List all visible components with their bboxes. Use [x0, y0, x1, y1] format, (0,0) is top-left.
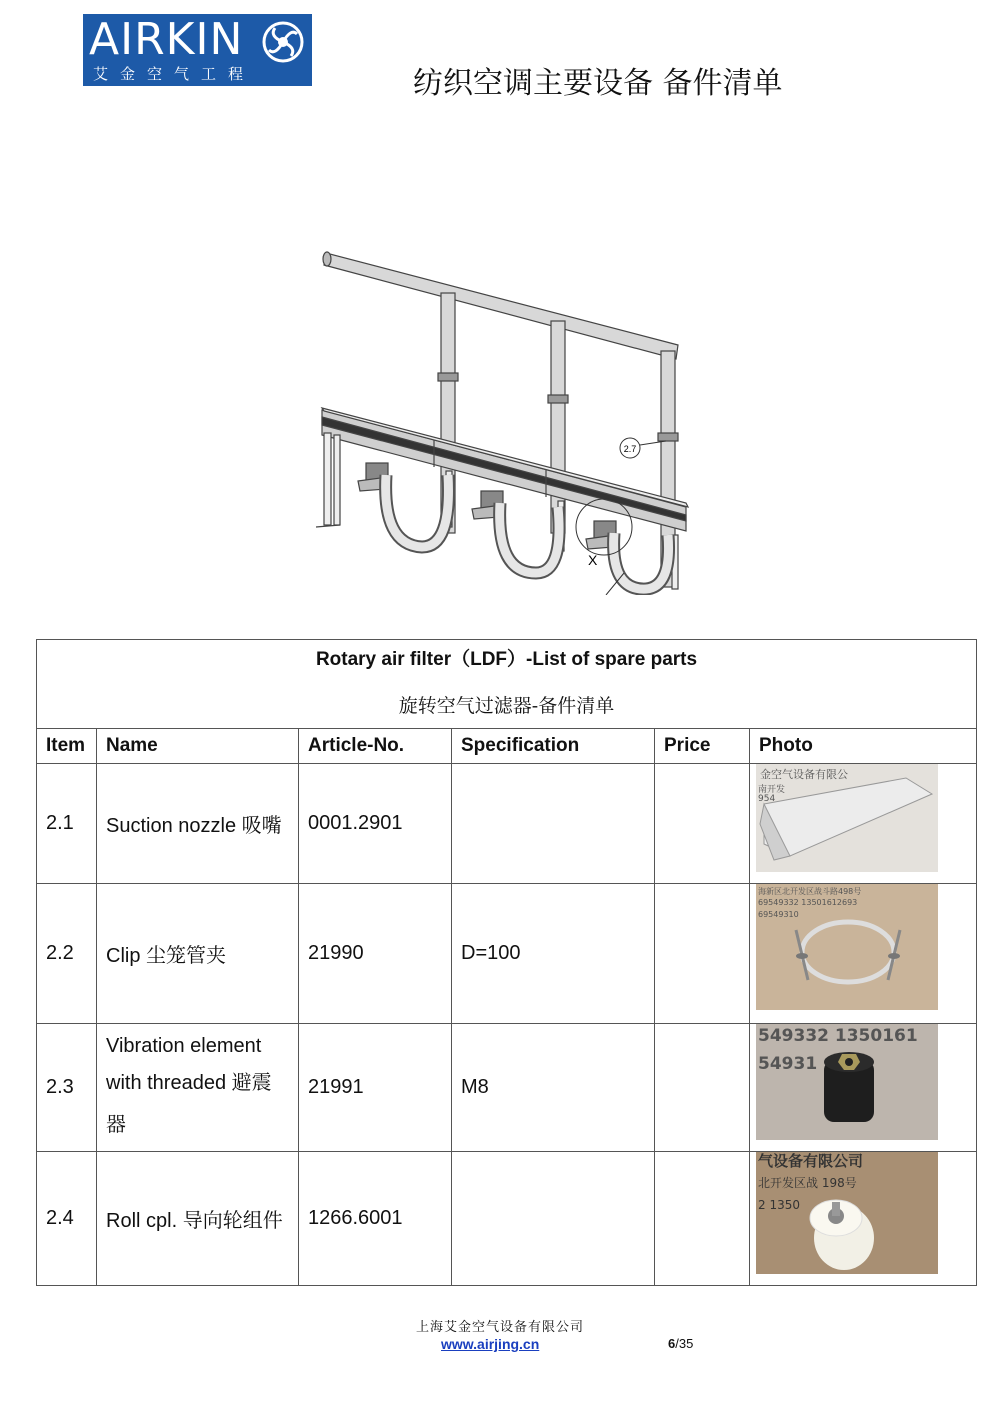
page-total: /35: [675, 1336, 694, 1351]
detail-marker: X: [588, 552, 598, 568]
logo-wordmark: AIRKIN: [89, 14, 244, 65]
spare-parts-table: [36, 639, 977, 1286]
callout-label: 2.7: [623, 444, 637, 454]
photo-caption: 海新区北开发区战斗路498号: [758, 887, 862, 896]
photo-caption: 金空气设备有限公: [760, 768, 848, 781]
photo-caption: 北开发区战 198号: [758, 1176, 857, 1190]
photo-caption: 549332 1350161: [758, 1026, 918, 1046]
cell-name-line: Vibration element: [106, 1034, 262, 1057]
cell-spec: [452, 764, 655, 884]
fan-logo-icon: [261, 20, 305, 64]
table-caption-row: [37, 640, 977, 729]
cell-name: [97, 1024, 299, 1152]
header-item: Item: [37, 729, 97, 764]
header-spec: Specification: [452, 729, 655, 764]
cell-name-line: 器: [106, 1113, 126, 1136]
cell-price: [655, 1024, 750, 1152]
header-photo: Photo: [750, 729, 977, 764]
cell-price: [655, 884, 750, 1024]
cell-item: 2.4: [37, 1152, 97, 1286]
table-row: [37, 764, 977, 884]
cell-item: 2.2: [37, 884, 97, 1024]
cell-spec: M8: [452, 1024, 655, 1152]
photo-caption: 南开发: [758, 785, 786, 795]
cell-price: [655, 1152, 750, 1286]
photo-caption: 69549332 13501612693: [758, 898, 858, 907]
cell-item: 2.3: [37, 1024, 97, 1152]
cell-spec: D=100: [452, 884, 655, 1024]
cell-name: Suction nozzle 吸嘴: [97, 764, 299, 884]
suction-nozzle-photo: [756, 764, 938, 872]
footer-website-link[interactable]: www.airjing.cn: [441, 1336, 540, 1352]
footer-company: 上海艾金空气设备有限公司: [416, 1320, 585, 1335]
logo-subtitle: 艾金空气工程: [93, 65, 256, 83]
cell-photo: [750, 764, 977, 884]
photo-caption: 54931: [758, 1054, 818, 1074]
photo-caption: 气设备有限公司: [758, 1152, 864, 1170]
cell-spec: [452, 1152, 655, 1286]
cell-name: Clip 尘笼管夹: [97, 884, 299, 1024]
header-name: Name: [97, 729, 299, 764]
cell-article: 0001.2901: [299, 764, 452, 884]
cell-article: 1266.6001: [299, 1152, 452, 1286]
table-row: [37, 1024, 977, 1152]
table-caption-en: Rotary air filter（LDF）-List of spare parts: [315, 649, 698, 670]
photo-caption: 2 1350: [758, 1198, 800, 1212]
cell-photo: [750, 1024, 977, 1152]
page-number: [668, 1336, 693, 1351]
header-price: Price: [655, 729, 750, 764]
cell-name-line: with threaded 避震: [106, 1071, 272, 1094]
cell-name: Roll cpl. 导向轮组件: [97, 1152, 299, 1286]
photo-caption: 69549310: [758, 910, 799, 919]
page-current: 6: [668, 1336, 676, 1351]
table-row: [37, 1152, 977, 1286]
document-title: 纺织空调主要设备 备件清单: [413, 66, 783, 101]
roll-coupling-photo: [756, 1152, 938, 1274]
cell-price: [655, 764, 750, 884]
pipe-clip-photo: [756, 884, 938, 1010]
cell-photo: [750, 1152, 977, 1286]
company-logo: [83, 14, 312, 86]
cell-photo: [750, 884, 977, 1024]
table-header-row: [37, 729, 977, 764]
table-caption-cn: 旋转空气过滤器-备件清单: [398, 695, 615, 717]
table-row: [37, 884, 977, 1024]
vibration-element-photo: [756, 1024, 938, 1140]
rotary-filter-drawing: [306, 245, 690, 595]
photo-caption: 954: [758, 794, 776, 804]
header-article: Article-No.: [299, 729, 452, 764]
cell-article: 21991: [299, 1024, 452, 1152]
cell-article: 21990: [299, 884, 452, 1024]
cell-item: 2.1: [37, 764, 97, 884]
